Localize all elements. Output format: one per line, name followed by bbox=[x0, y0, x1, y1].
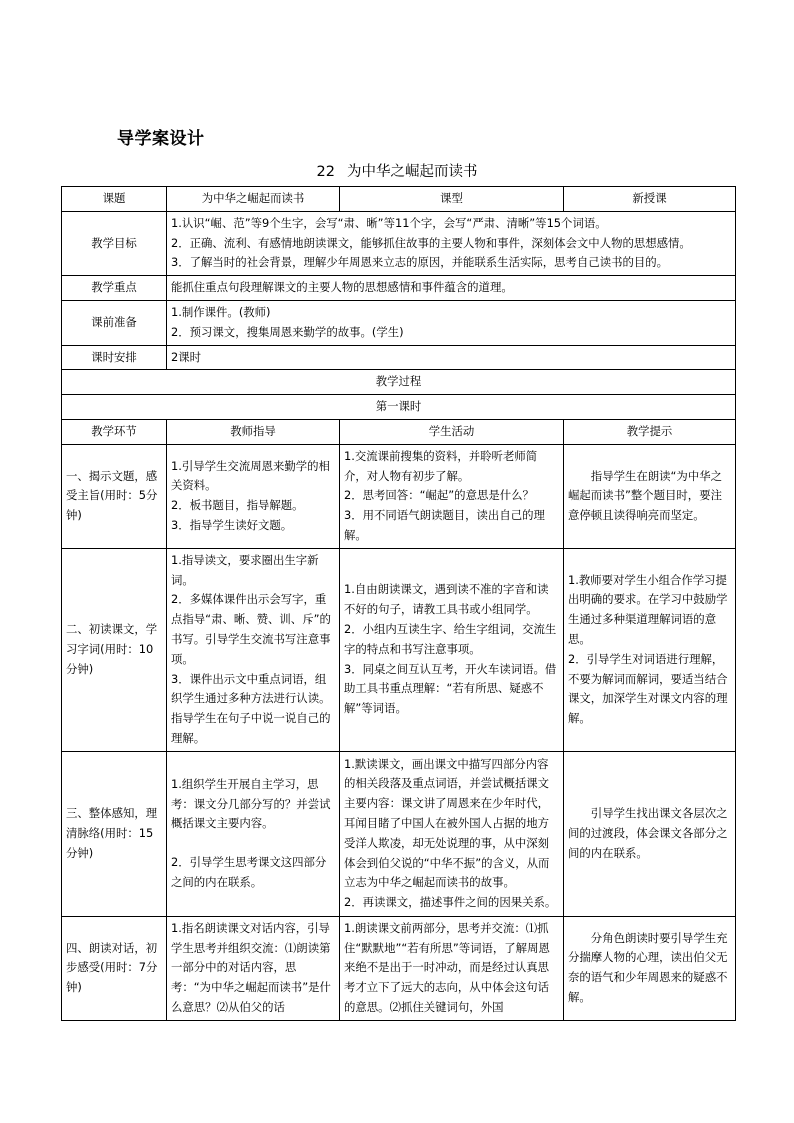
student-cell bbox=[340, 444, 564, 548]
tip-cell bbox=[564, 916, 736, 1020]
prep-cell bbox=[167, 300, 736, 345]
time-value: 2课时 bbox=[167, 345, 736, 370]
topic-value: 为中华之崛起而读书 bbox=[167, 187, 340, 212]
goal-item: 1.认识“崛、范”等9个生字，会写“肃、晰”等11个字，会写“严肃、清晰”等15个词语。 bbox=[171, 215, 607, 230]
period-heading: 第一课时 bbox=[62, 395, 736, 420]
stage-cell: 一、揭示文题，感受主旨(用时：5分钟) bbox=[62, 444, 167, 548]
teacher-cell bbox=[167, 751, 340, 916]
key-label: 教学重点 bbox=[62, 276, 167, 301]
stage-cell: 三、整体感知，理清脉络(用时：15分钟) bbox=[62, 751, 167, 916]
stage-cell: 二、初读课文，学习字词(用时：10分钟) bbox=[62, 548, 167, 751]
lesson-plan-table bbox=[61, 186, 736, 1021]
teacher-item: 1.组织学生开展自主学习，思考：课文分几部分写的？并尝试概括课文主要内容。 bbox=[171, 776, 331, 831]
col-header-student: 学生活动 bbox=[340, 419, 564, 444]
type-label: 课型 bbox=[340, 187, 564, 212]
tip-cell bbox=[564, 444, 736, 548]
student-item: 2．小组内互读生字、给生字组词，交流生字的特点和书写注意事项。 bbox=[344, 622, 557, 656]
lesson-number: 22 bbox=[316, 164, 335, 180]
student-item: 1.朗读课文前两部分，思考并交流：⑴抓住“默默地”“若有所思”等词语，了解周恩来绝不是出于一时冲动，而是经过认真思考才立下了远大的志向，从中体会这句话的意思。⑵抓住关键词句，外国 bbox=[344, 920, 550, 1014]
teacher-item: 2．板书题目，指导解题。 bbox=[171, 498, 304, 513]
student-item: 2．再读课文，描述事件之间的因果关系。 bbox=[344, 895, 557, 910]
col-header-tip: 教学提示 bbox=[564, 419, 736, 444]
lesson-title bbox=[0, 160, 794, 181]
type-value: 新授课 bbox=[564, 187, 736, 212]
tip-item: 2．引导学生对词语进行理解，不要为解词而解词，要适当结合课文，加深学生对课文内容的理解。 bbox=[568, 651, 728, 726]
tip-item: 1.教师要对学生小组合作学习提出明确的要求。在学习中鼓励学生通过多种渠道理解词语的意思。 bbox=[568, 572, 728, 646]
teacher-spacer bbox=[171, 834, 335, 853]
teacher-item: 1.指导读文，要求圈出生字新词。 bbox=[171, 552, 319, 587]
tip-cell bbox=[564, 751, 736, 916]
student-item: 1.默读课文，画出课文中描写四部分内容的相关段落及重点词语，并尝试概括课文主要内容：课文讲了周恩来在少年时代，耳闻目睹了中国人在被外国人占据的地方受洋人欺凌，却无处说理的事，从中深刻体会到伯父说的“中华不振”的含义，从而立志为中华之崛起而读书的故事。 bbox=[344, 756, 550, 890]
student-cell bbox=[340, 916, 564, 1020]
goal-item: 2．正确、流利、有感情地朗读课文，能够抓住故事的主要人物和事件，深刻体会文中人物的思想感情。 bbox=[171, 235, 691, 250]
teacher-item: 2．引导学生思考课文这四部分之间的内在联系。 bbox=[171, 855, 327, 889]
time-label: 课时安排 bbox=[62, 345, 167, 370]
goal-item: 3．了解当时的社会背景，理解少年周恩来立志的原因，并能联系生活实际，思考自己读书的目的。 bbox=[171, 255, 669, 270]
process-heading: 教学过程 bbox=[62, 370, 736, 395]
col-header-teacher: 教师指导 bbox=[167, 419, 340, 444]
student-cell bbox=[340, 548, 564, 751]
student-item: 2．思考回答：“崛起”的意思是什么？ bbox=[344, 488, 534, 503]
topic-label: 课题 bbox=[62, 187, 167, 212]
tip-item: 指导学生在朗读“为中华之崛起而读书”整个题目时，要注意停顿且读得响亮而坚定。 bbox=[568, 468, 722, 523]
student-item: 1.自由朗读课文，遇到读不准的字音和读不好的句子，请教工具书或小组同学。 bbox=[344, 582, 549, 617]
teacher-item: 1.指名朗读课文对话内容，引导学生思考并组织交流：⑴朗读第一部分中的对话内容，思考：“为中华之崛起而读书”是什么意思？⑵从伯父的话 bbox=[171, 920, 331, 1014]
student-item: 3．同桌之间互认互考，开火车读词语。借助工具书重点理解：“若有所思、疑惑不解”等词语。 bbox=[344, 661, 557, 716]
prep-item: 2．预习课文，搜集周恩来勤学的故事。(学生) bbox=[171, 324, 404, 339]
teacher-item: 2．多媒体课件出示会写字，重点指导“肃、晰、赞、训、斥”的书写。引导学生交流书写注意事项。 bbox=[171, 592, 331, 666]
prep-label: 课前准备 bbox=[62, 300, 167, 345]
goals-label: 教学目标 bbox=[62, 211, 167, 275]
prep-item: 1.制作课件。(教师) bbox=[171, 304, 271, 319]
tip-item: 分角色朗读时要引导学生充分揣摩人物的心理，读出伯父无奈的语气和少年周恩来的疑惑不解。 bbox=[568, 930, 728, 1004]
goals-cell bbox=[167, 211, 736, 275]
teacher-item: 1.引导学生交流周恩来勤学的相关资料。 bbox=[171, 458, 330, 493]
lesson-name: 为中华之崛起而读书 bbox=[346, 164, 478, 180]
student-cell bbox=[340, 751, 564, 916]
student-item: 1.交流课前搜集的资料，并聆听老师简介，对人物有初步了解。 bbox=[344, 448, 538, 483]
teacher-item: 3．指导学生读好文题。 bbox=[171, 518, 293, 533]
student-item: 3．用不同语气朗读题目，读出自己的理解。 bbox=[344, 508, 545, 542]
teacher-cell bbox=[167, 444, 340, 548]
tip-item: 引导学生找出课文各层次之间的过渡段，体会课文各部分之间的内在联系。 bbox=[568, 806, 728, 860]
teacher-cell bbox=[167, 548, 340, 751]
tip-cell bbox=[564, 548, 736, 751]
document-title: 导学案设计 bbox=[117, 129, 205, 149]
stage-cell: 四、朗读对话，初步感受(用时：7分钟) bbox=[62, 916, 167, 1020]
col-header-stage: 教学环节 bbox=[62, 419, 167, 444]
key-value: 能抓住重点句段理解课文的主要人物的思想感情和事件蕴含的道理。 bbox=[167, 276, 736, 301]
teacher-cell bbox=[167, 916, 340, 1020]
teacher-item: 3．课件出示文中重点词语，组织学生通过多种方法进行认读。指导学生在句子中说一说自己的理解。 bbox=[171, 671, 331, 745]
